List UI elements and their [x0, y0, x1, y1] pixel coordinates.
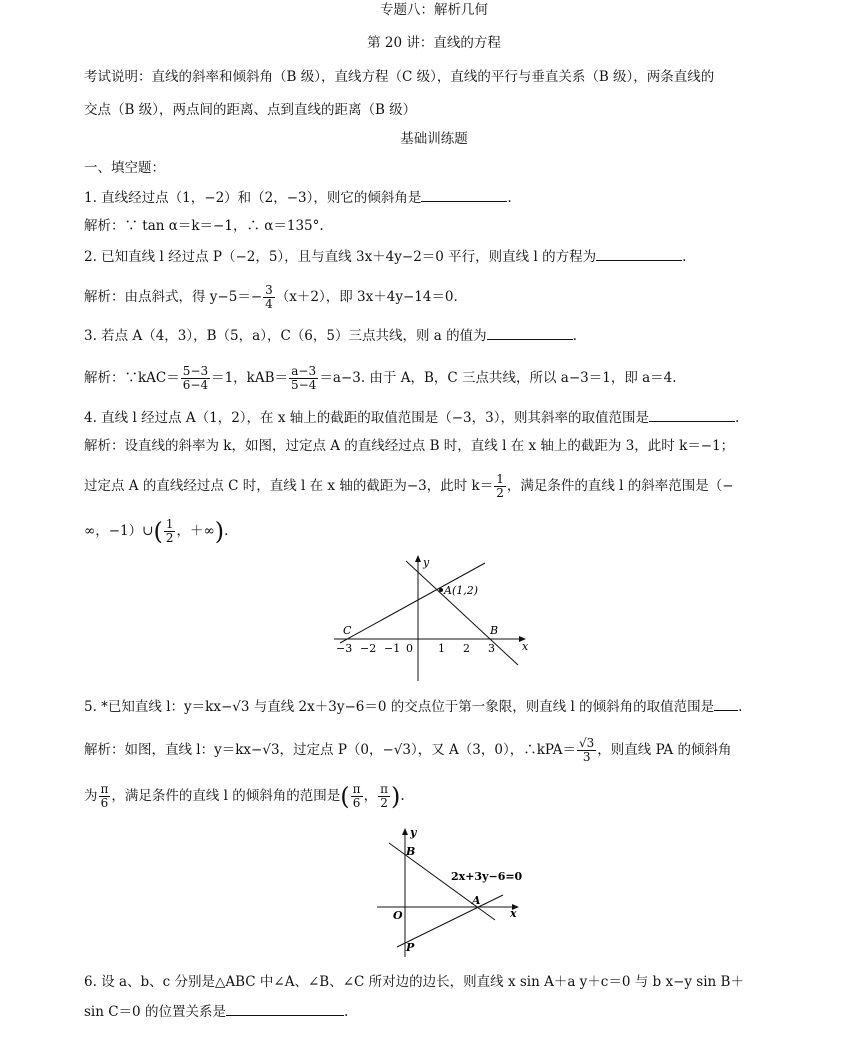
question-6-line2: sin C＝0 的位置关系是 .: [84, 1001, 348, 1022]
fraction-denominator: 6: [100, 796, 109, 810]
fraction-denominator: 6: [352, 796, 361, 810]
fraction-denominator: 2: [165, 531, 174, 545]
line-equation-label: 2x+3y−6=0: [451, 870, 523, 883]
question-5-solution-line2: 为 $\frac{\pi}{6}$ ，满足条件的直线 l 的倾斜角的范围是( $\frac{\pi}{6}$ ， $\frac{\pi}{2}$ ).: [84, 782, 405, 811]
solution-text: ，则直线 PA 的倾斜角: [597, 742, 732, 758]
fraction: [99, 783, 111, 810]
fraction: [181, 365, 210, 392]
tick-label: −3: [336, 642, 353, 655]
fraction: [289, 365, 318, 392]
fraction-numerator: π: [100, 782, 109, 796]
fraction-denominator: 3: [582, 750, 591, 764]
paren-open: (: [340, 782, 350, 811]
question-5-solution-line1: [84, 737, 731, 764]
question-6-line1: 6. 设 a、b、c 分别是△ABC 中∠A、∠B、∠C 所对边的边长，则直线 x sin A＋a y＋c＝0 与 b x−y sin B＋: [84, 974, 744, 990]
tick-label: 0: [406, 642, 413, 655]
question-1-stem: 1. 直线经过点（1，−2）和（2，−3），则它的倾斜角是: [84, 190, 422, 206]
y-axis-label: y: [423, 556, 430, 569]
fraction: [351, 783, 363, 810]
solution-text: .: [224, 523, 229, 539]
fraction-numerator: π: [380, 782, 388, 796]
point-A-label: A: [472, 894, 481, 907]
question-5: [84, 696, 742, 717]
point-B-label: B: [490, 624, 499, 637]
x-axis-label: x: [522, 640, 529, 653]
point-P-label: P: [406, 941, 415, 954]
exam-note-line1: 考试说明：直线的斜率和倾斜角（B 级），直线方程（C 级），直线的平行与垂直关系（B 级），两条直线的: [84, 69, 715, 85]
fraction-denominator: 4: [265, 297, 273, 311]
paren-open: (: [153, 517, 163, 546]
paren-close: ): [214, 517, 225, 546]
question-3: 3. 若点 A（4，3），B（5，a），C（6，5）三点共线，则 a 的值为 .: [84, 325, 577, 346]
fraction-denominator: 5−4: [291, 378, 317, 392]
point-B-label: B: [406, 845, 416, 858]
y-axis-arrow: [402, 828, 408, 835]
section-title: 基础训练题: [400, 131, 468, 147]
topic-title: 专题八：解析几何: [380, 2, 488, 18]
x-axis-label: x: [510, 907, 517, 920]
question-1-solution: 解析：∵ tan α＝k＝−1，∴ α＝135°.: [84, 218, 324, 234]
y-axis-arrow: [415, 555, 421, 562]
tick-label: −2: [360, 642, 377, 655]
question-4-solution-line3: [84, 518, 228, 545]
question-5-stem: 5. *已知直线 l：y＝kx−√3 与直线 2x＋3y−6＝0 的交点位于第一象限，则直线 l 的倾斜角的取值范围是: [84, 699, 715, 715]
question-4-stem: 4. 直线 l 经过点 A（1，2），在 x 轴上的截距的取值范围是（−3，3），则其斜率的取值范围是: [84, 410, 649, 426]
solution-text: 解析：∵kAC＝: [84, 370, 180, 386]
tick-label: 1: [438, 642, 445, 655]
solution-text: .: [400, 788, 405, 804]
fraction-denominator: 6−4: [182, 378, 209, 392]
fraction-denominator: 2: [380, 796, 388, 810]
question-4-solution-line2: [84, 473, 734, 500]
fraction-numerator: 5−3: [182, 364, 209, 378]
solution-text: ，满足条件的直线 l 的倾斜角的范围是: [111, 788, 341, 804]
tick-label: −1: [384, 642, 401, 655]
question-6-stem: sin C＝0 的位置关系是: [84, 1004, 226, 1020]
figure-2-graph: [375, 825, 525, 960]
solution-text: 为: [84, 788, 98, 804]
question-1: 1. 直线经过点（1，−2）和（2，−3），则它的倾斜角是 .: [84, 187, 512, 208]
origin-label: O: [393, 909, 403, 922]
fraction: [263, 284, 275, 311]
fraction: [494, 473, 506, 500]
answer-blank: [714, 696, 738, 711]
lecture-title: 第 20 讲：直线的方程: [367, 35, 501, 51]
answer-blank: [487, 325, 573, 340]
question-4: 4. 直线 l 经过点 A（1，2），在 x 轴上的截距的取值范围是（−3，3），则其斜率的取值范围是 .: [84, 407, 739, 428]
fraction-numerator: √3: [579, 736, 595, 750]
solution-text: 解析：由点斜式，得 y−5＝−: [84, 289, 263, 305]
fraction-numerator: 1: [165, 517, 174, 531]
tick-label: 2: [463, 642, 470, 655]
point-C-label: C: [343, 624, 352, 637]
line-AC: [340, 563, 485, 643]
question-5-stem-end: .: [738, 699, 743, 715]
fraction: [164, 518, 176, 545]
question-2-solution: [84, 284, 458, 311]
line-AB: [406, 561, 518, 665]
y-axis-label: y: [410, 826, 417, 839]
answer-blank: [226, 1001, 344, 1016]
point-A-label: A(1,2): [444, 584, 479, 597]
fraction: [577, 737, 596, 764]
solution-text: ＝a−3. 由于 A，B，C 三点共线，所以 a−3＝1，即 a＝4.: [319, 370, 677, 386]
answer-blank: [421, 187, 507, 202]
question-4-solution-line1: 解析：设直线的斜率为 k，如图，过定点 A 的直线经过点 B 时，直线 l 在 x 轴上的截距为 3，此时 k＝−1；: [84, 438, 735, 454]
figure-1-graph: [330, 553, 535, 683]
question-3-stem: 3. 若点 A（4，3），B（5，a），C（6，5）三点共线，则 a 的值为: [84, 328, 487, 344]
line-PA: [397, 895, 503, 947]
part-heading: 一、填空题：: [84, 160, 165, 176]
solution-text: 过定点 A 的直线经过点 C 时，直线 l 在 x 轴的截距为−3，此时 k＝: [84, 478, 494, 494]
solution-text: 解析：如图，直线 l：y＝kx−√3，过定点 P（0，−√3），又 A（3，0），∴kPA＝: [84, 742, 576, 758]
fraction-numerator: 3: [265, 283, 273, 297]
point-A: [439, 588, 443, 592]
fraction-numerator: 1: [496, 472, 504, 486]
question-2-stem: 2. 已知直线 l 经过点 P（−2，5），且与直线 3x＋4y−2＝0 平行，则直线 l 的方程为: [84, 249, 597, 265]
answer-blank: [649, 407, 735, 422]
solution-text: ＝1，kAB＝: [211, 370, 289, 386]
solution-text: ∞，−1）∪: [84, 523, 154, 539]
fraction-numerator: π: [352, 782, 361, 796]
question-3-solution: [84, 365, 677, 392]
answer-blank: [596, 246, 682, 261]
solution-text: （x＋2），即 3x＋4y−14＝0.: [275, 289, 458, 305]
fraction: [378, 783, 390, 810]
question-2: 2. 已知直线 l 经过点 P（−2，5），且与直线 3x＋4y−2＝0 平行，则直线 l 的方程为 .: [84, 246, 686, 267]
fraction-denominator: 2: [496, 486, 504, 500]
fraction-numerator: a−3: [289, 365, 318, 379]
solution-text: ，＋∞: [176, 523, 215, 539]
exam-note-line2: 交点（B 级），两点间的距离、点到直线的距离（B 级）: [84, 102, 417, 118]
solution-text: ，满足条件的直线 l 的斜率范围是（−: [506, 478, 734, 494]
tick-label: 3: [488, 642, 495, 655]
paren-close: ): [390, 782, 401, 811]
